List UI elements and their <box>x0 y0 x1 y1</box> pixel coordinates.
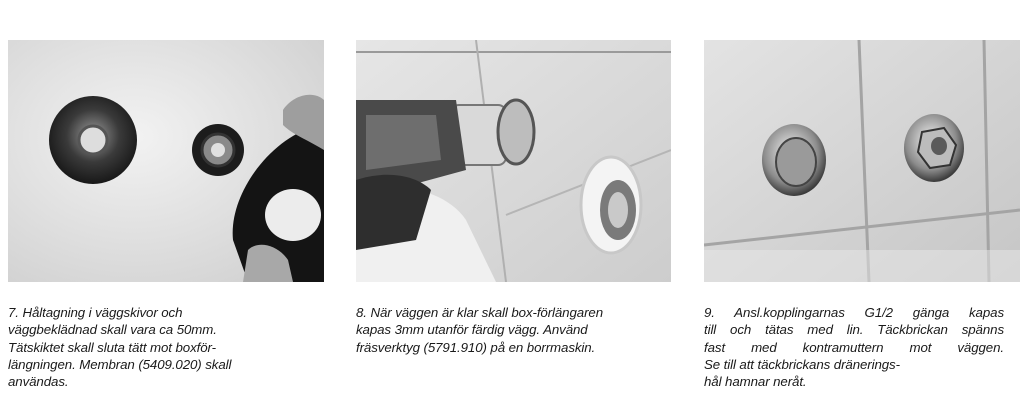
caption-line: användas. <box>8 374 69 390</box>
caption-line: 9. Ansl.kopplingarnas G1/2 gänga kapas <box>704 305 1004 320</box>
caption-line: längningen. Membran (5409.020) skall <box>8 356 232 372</box>
wall-drilling-photo-icon <box>8 40 324 282</box>
caption-line: väggbeklädnad skall vara ca 50mm. <box>8 322 217 338</box>
step8-caption <box>356 304 603 356</box>
hole-saw-photo-icon <box>356 40 671 282</box>
step7-photo <box>8 40 324 282</box>
caption-line: 8. När väggen är klar skall box-förlängaren <box>356 305 603 320</box>
step9-caption <box>704 304 1004 390</box>
caption-line: 7. Håltagning i väggskivor och <box>8 305 183 320</box>
cover-plate-photo-icon <box>704 40 1020 282</box>
caption-line: fräsverktyg (5791.910) på en borrmaskin. <box>356 339 596 355</box>
caption-line: kapas 3mm utanför färdig vägg. Använd <box>356 322 588 338</box>
caption-line: Se till att täckbrickans dränerings- <box>704 356 900 372</box>
step7-caption <box>8 304 231 390</box>
step9-photo <box>704 40 1020 282</box>
caption-line: till och tätas med lin. Täckbrickan spänns <box>704 322 1004 338</box>
step8-photo <box>356 40 671 282</box>
caption-line: fast med kontramuttern mot väggen. <box>704 339 1004 355</box>
caption-line: Tätskiktet skall sluta tätt mot boxför- <box>8 339 216 355</box>
caption-line: hål hamnar neråt. <box>704 374 807 390</box>
